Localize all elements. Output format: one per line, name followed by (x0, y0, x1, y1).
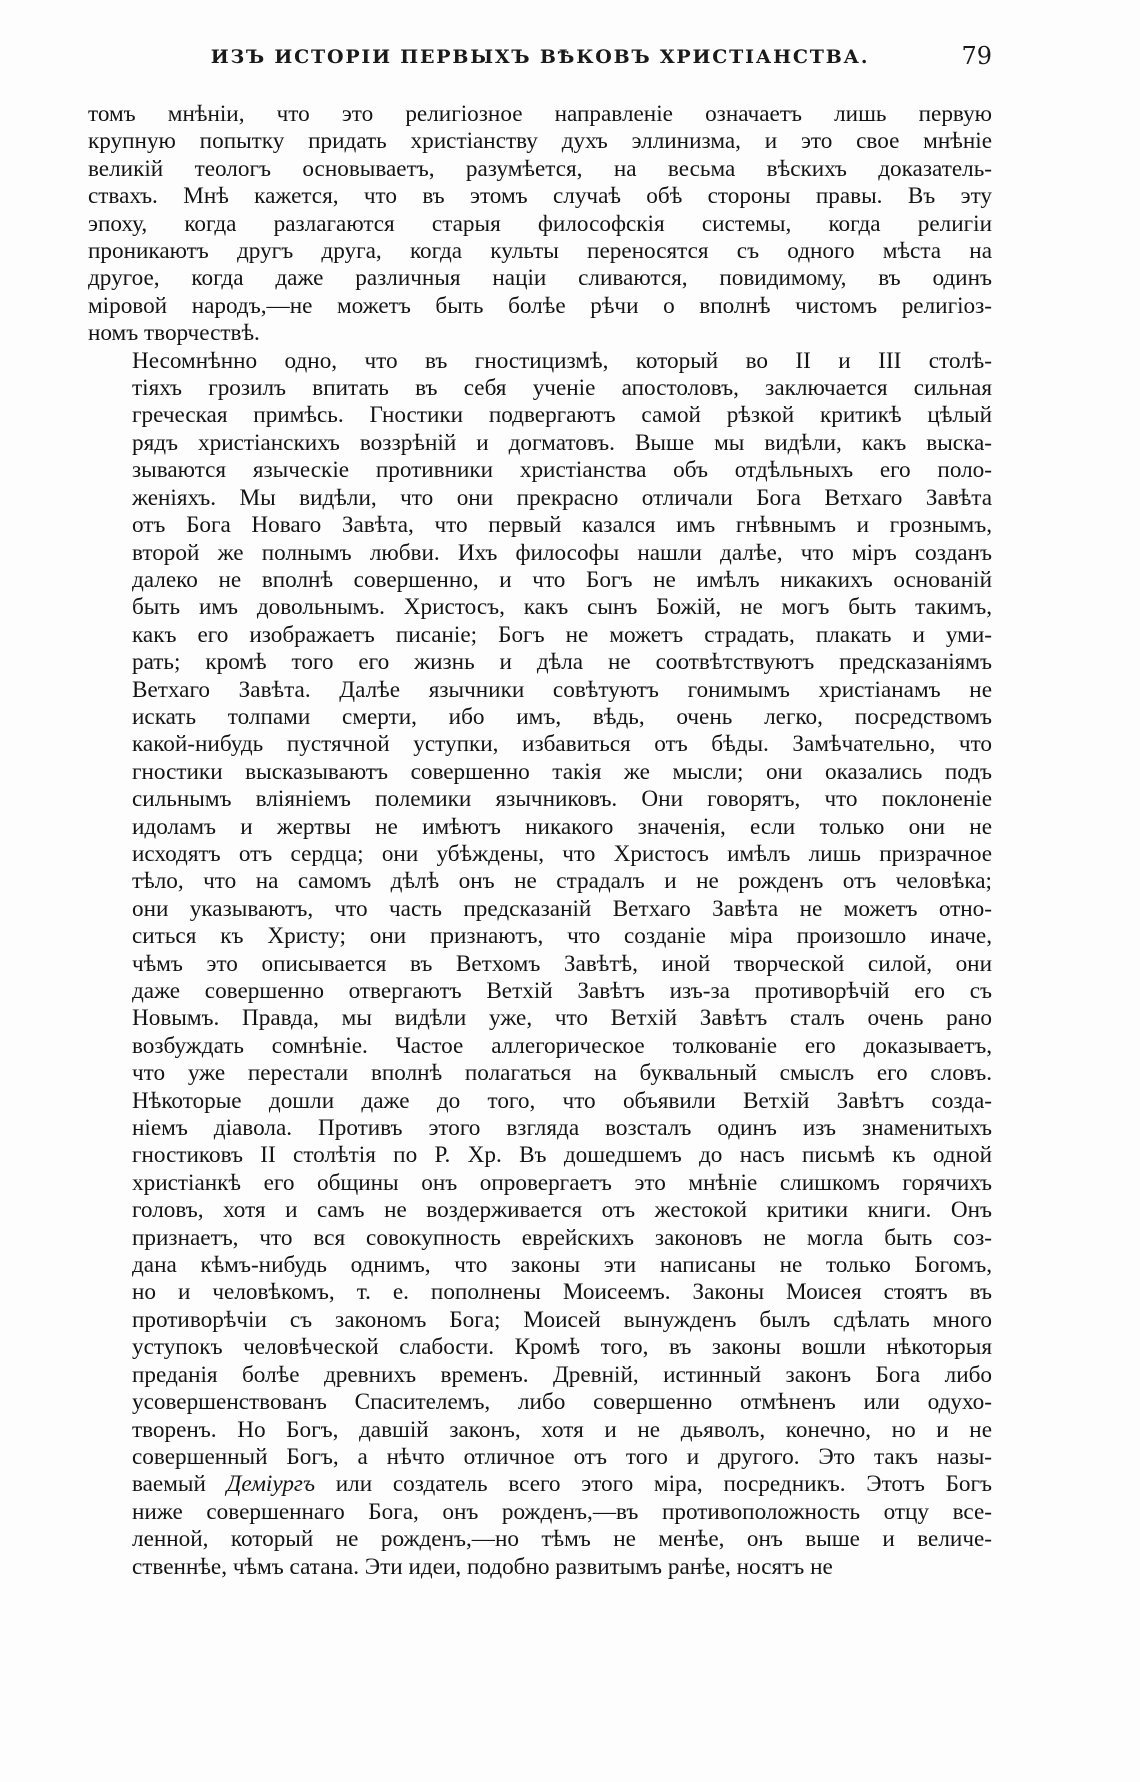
paragraph (88, 348, 992, 1581)
text-line: ствахъ. Мнѣ кажется, что въ этомъ случаѣ обѣ стороны правы. Въ эту (88, 183, 992, 210)
text-line: ніемъ діавола. Противъ этого взгляда возсталъ одинъ изъ знаменитыхъ (132, 1115, 992, 1142)
text-line: преданія болѣе древнихъ временъ. Древній, истинный законъ Бога либо (132, 1361, 992, 1388)
text-line: исходятъ отъ сердца; они убѣждены, что Христосъ имѣлъ лишь призрачное (132, 840, 992, 867)
text-line: какой-нибудь пустячной уступки, избавиться отъ бѣды. Замѣчательно, что (132, 731, 992, 758)
text-line: женіяхъ. Мы видѣли, что они прекрасно отличали Бога Ветхаго Завѣта (132, 484, 992, 511)
text-line: христіанкѣ его общины онъ опровергаетъ это мнѣніе слишкомъ горячихъ (132, 1169, 992, 1196)
text-line: головъ, хотя и самъ не воздерживается отъ жестокой критики книги. Онъ (132, 1197, 992, 1224)
text-line: ситься къ Христу; они признаютъ, что созданіе міра произошло иначе, (132, 923, 992, 950)
text-line: но и человѣкомъ, т. е. пополнены Моисеемъ. Законы Моисея стоятъ въ (132, 1279, 992, 1306)
text-line: рядъ христіанскихъ воззрѣній и догматовъ. Выше мы видѣли, какъ выска- (132, 429, 992, 456)
text-line: тѣло, что на самомъ дѣлѣ онъ не страдалъ и не рожденъ отъ человѣка; (132, 868, 992, 895)
text-line: ниже совершеннаго Бога, онъ рожденъ,—въ противоположность отцу все- (132, 1498, 992, 1525)
text-line: чѣмъ это описывается въ Ветхомъ Завѣтѣ, иной творческой силой, они (132, 950, 992, 977)
text-line: гностиковъ II столѣтія по Р. Хр. Въ дошедшемъ до насъ письмѣ къ одной (132, 1142, 992, 1169)
text-line: возбуждать сомнѣніе. Частое аллегорическое толкованіе его доказываетъ, (132, 1032, 992, 1059)
text-line: признаетъ, что вся совокупность еврейскихъ законовъ не могла быть соз- (132, 1224, 992, 1251)
text-line: міровой народъ,—не можетъ быть болѣе рѣчи о вполнѣ чистомъ религіоз- (88, 292, 992, 319)
text-line: уступокъ человѣческой слабости. Кромѣ того, въ законы вошли нѣкоторыя (132, 1334, 992, 1361)
text-line: ваемый Деміургъ или создатель всего этого міра, посредникъ. Этотъ Богъ (132, 1471, 992, 1498)
page-number: 79 (961, 42, 992, 70)
text-line: проникаютъ другъ друга, когда культы переносятся съ одного мѣста на (88, 238, 992, 265)
text-line: эпоху, когда разлагаются старыя философскія системы, когда религіи (88, 210, 992, 237)
text-line: греческая примѣсь. Гностики подвергаютъ самой рѣзкой критикѣ цѣлый (132, 402, 992, 429)
text-line: быть имъ довольнымъ. Христосъ, какъ сынъ Божій, не могъ быть такимъ, (132, 594, 992, 621)
text-line: другое, когда даже различныя націи сливаются, повидимому, въ одинъ (88, 265, 992, 292)
text-line: Нѣкоторые дошли даже до того, что объявили Ветхій Завѣтъ созда- (132, 1087, 992, 1114)
text-line: далеко не вполнѣ совершенно, и что Богъ не имѣлъ никакихъ основаній (132, 566, 992, 593)
text-line: совершенный Богъ, а нѣчто отличное отъ того и другого. Это такъ назы- (132, 1443, 992, 1470)
text-line: номъ творчествѣ. (88, 320, 260, 347)
page-header (88, 42, 992, 72)
text-line: Ветхаго Завѣта. Далѣе язычники совѣтуютъ гонимымъ христіанамъ не (132, 676, 992, 703)
text-line: идоламъ и жертвы не имѣютъ никакого значенія, если только они не (132, 813, 992, 840)
text-line: второй же полнымъ любви. Ихъ философы нашли далѣе, что міръ созданъ (132, 539, 992, 566)
text-line: ленной, который не рожденъ,—но тѣмъ не менѣе, онъ выше и величе- (132, 1526, 992, 1553)
text-line: усовершенствованъ Спасителемъ, либо совершенно отмѣненъ или одухо- (132, 1389, 992, 1416)
text-line: Новымъ. Правда, мы видѣли уже, что Ветхій Завѣтъ сталъ очень рано (132, 1005, 992, 1032)
text-line: какъ его изображаетъ писаніе; Богъ не можетъ страдать, плакать и уми- (132, 621, 992, 648)
text-line: гностики высказываютъ совершенно такія же мысли; они оказались подъ (132, 758, 992, 785)
paragraph (88, 101, 992, 348)
text-line: отъ Бога Новаго Завѣта, что первый казался имъ гнѣвнымъ и грознымъ, (132, 512, 992, 539)
text-line: творенъ. Но Богъ, давшій законъ, хотя и не дьяволъ, конечно, но и не (132, 1416, 992, 1443)
text-line: дана кѣмъ-нибудь однимъ, что законы эти написаны не только Богомъ, (132, 1252, 992, 1279)
text-line: они указываютъ, что часть предсказаній Ветхаго Завѣта не можетъ отно- (132, 895, 992, 922)
running-title: ИЗЪ ИСТОРІИ ПЕРВЫХЪ ВѢКОВЪ ХРИСТІАНСТВА. (210, 46, 870, 68)
text-line: зываются языческіе противники христіанства объ отдѣльныхъ его поло- (132, 457, 992, 484)
text-line: рать; кромѣ того его жизнь и дѣла не соотвѣтствуютъ предсказаніямъ (132, 649, 992, 676)
text-line: Несомнѣнно одно, что въ гностицизмѣ, который во II и III столѣ- (132, 347, 992, 374)
text-line: что уже перестали вполнѣ полагаться на буквальный смыслъ его словъ. (132, 1060, 992, 1087)
text-line: ственнѣе, чѣмъ сатана. Эти идеи, подобно развитымъ ранѣе, носятъ не (132, 1553, 833, 1580)
text-line: великій теологъ основываетъ, разумѣется, на весьма вѣскихъ доказатель- (88, 155, 992, 182)
text-line: томъ мнѣніи, что это религіозное направленіе означаетъ лишь первую (88, 101, 992, 127)
body-text (88, 101, 992, 1581)
text-line: тіяхъ грозилъ впитать въ себя ученіе апостоловъ, заключается сильная (132, 375, 992, 402)
text-line: противорѣчіи съ закономъ Бога; Моисей вынужденъ былъ сдѣлать много (132, 1306, 992, 1333)
text-line: сильнымъ вліяніемъ полемики язычниковъ. Они говорятъ, что поклоненіе (132, 786, 992, 813)
text-line: даже совершенно отвергаютъ Ветхій Завѣтъ изъ-за противорѣчій его съ (132, 978, 992, 1004)
text-line: крупную попытку придать христіанству духъ эллинизма, и это свое мнѣніе (88, 128, 992, 155)
text-line: искать толпами смерти, ибо имъ, вѣдь, очень легко, посредствомъ (132, 703, 992, 730)
